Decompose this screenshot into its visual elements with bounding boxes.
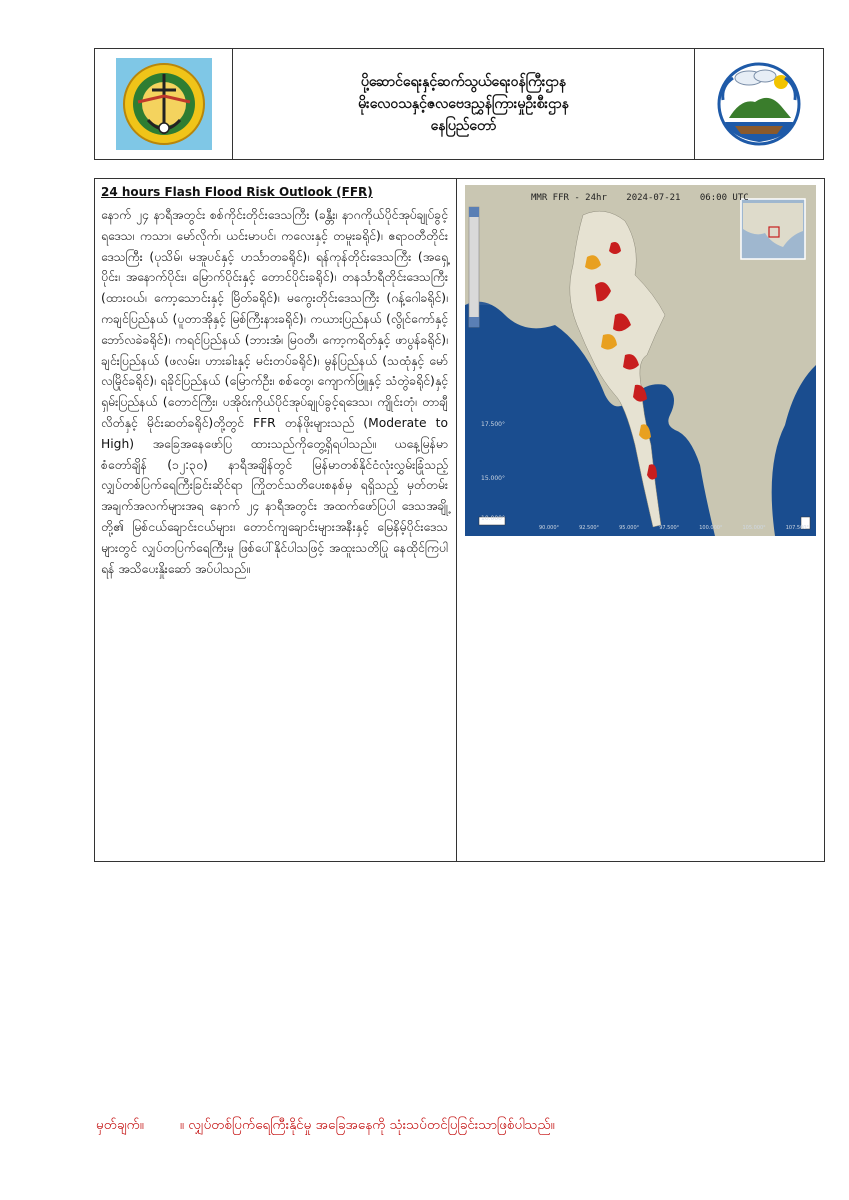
map-lon-label: 100.000°: [699, 525, 723, 531]
city-name: နေပြည်တော်: [430, 118, 497, 134]
footer-label: မှတ်ချက်။: [96, 1117, 144, 1133]
department-name: မိုးလေဝသနှင့်ဇလဗေဒညွှန်ကြားမှုဦးစီးဌာန: [358, 96, 569, 112]
map-time: 06:00 UTC: [699, 193, 749, 203]
map-lon-label: 95.000°: [619, 525, 640, 531]
map-lat-label: 15.000°: [481, 475, 505, 482]
water-cycle-emblem-icon: [711, 56, 807, 152]
footer-text: ။ လျှပ်တစ်ပြက်ရေကြီးနိုင်မှု အခြေအနေကို သုံးသပ်တင်ပြခြင်းသာဖြစ်ပါသည်။: [179, 1117, 555, 1133]
header-title: [233, 49, 695, 159]
outlook-table: [94, 178, 825, 862]
outlook-text-cell: [95, 179, 457, 861]
header-table: [94, 48, 824, 160]
map-cell: [457, 179, 824, 861]
map-lon-label: 97.500°: [659, 525, 680, 531]
outlook-heading: 24 hours Flash Flood Risk Outlook (FFR): [101, 185, 373, 199]
map-date: 2024-07-21: [626, 193, 681, 203]
ministry-name: ပို့ဆောင်ရေးနှင့်ဆက်သွယ်ရေးဝန်ကြီးဌာန: [360, 74, 567, 90]
map-header: [531, 193, 763, 203]
hydrology-logo: [695, 49, 823, 159]
map-lon-label: 92.500°: [579, 525, 600, 531]
ministry-logo: [95, 49, 233, 159]
map-product-label: MMR FFR - 24hr: [531, 193, 607, 203]
map-lat-label: 10.000°: [481, 515, 505, 522]
footer-note: [96, 1116, 796, 1136]
outlook-body: နောက် ၂၄ နာရီအတွင်း စစ်ကိုင်းတိုင်းဒေသကြီး (ခန္တီး၊ နာဂကိုယ်ပိုင်အုပ်ချုပ်ခွင့်ရဒေသ၊ ကသာ၊ မော်လိုက်၊ ယင်းမာပင်၊ ကလေးနှင့် တမူးခရိုင်)၊ ဧရာဝတီတိုင်းဒေသကြီး (ပုသိမ်၊ မအူပင်နှင့် ဟင်္သာတခရိုင်)၊ ရန်ကုန်တိုင်းဒေသကြီး (အရှေ့ပိုင်း၊ အနောက်ပိုင်း၊ မြောက်ပိုင်းနှင့် တောင်ပိုင်းခရိုင်)၊ တနင်္သာရီတိုင်းဒေသကြီး (ထားဝယ်၊ ကော့သောင်းနှင့် မြိတ်ခရိုင်)၊ မကွေးတိုင်းဒေသကြီး (ဂန့်ဂေါခရိုင်)၊ ကချင်ပြည်နယ် (ပူတာအိုနှင့် မြစ်ကြီးနားခရိုင်)၊ ကယားပြည်နယ် (လွိုင်ကော်နှင့် ဘော်လခဲခရိုင်)၊ ကရင်ပြည်နယ် (ဘားအံ၊ မြဝတီ၊ ကော့ကရိတ်နှင့် ဖာပွန်ခရိုင်)၊ ချင်းပြည်နယ် (ဖလမ်း၊ ဟားခါးနှင့် မင်းတပ်ခရိုင်)၊ မွန်ပြည်နယ် (သထုံနှင့် မော်လမြိုင်ခရိုင်)၊ ရခိုင်ပြည်နယ် (မြောက်ဦး၊ စစ်တွေ၊ ကျောက်ဖြူနှင့် သံတွဲခရိုင်)နှင့် ရှမ်းပြည်နယ် (တောင်ကြီး၊ ပအိုဝ်းကိုယ်ပိုင်အုပ်ချုပ်ခွင့်ရဒေသ၊ ကျိုင်းတုံ၊ တာချီလိတ်နှင့် မိုင်းဆတ်ခရိုင်)တို့တွင် FFR တန်ဖိုးများသည် (Moderate to High) အခြေအနေဖော်ပြ ထားသည်ကိုတွေ့ရှိရပါသည်။ ယနေ့မြန်မာစံတော်ချိန် (၁၂:၃၀) နာရီအချိန်တွင် မြန်မာတစ်နိုင်ငံလုံးလွှမ်းခြုံသည့် လျှပ်တစ်ပြက်ရေကြီးခြင်းဆိုင်ရာ ကြိုတင်သတိပေးစနစ်မှ ရရှိသည့် မှတ်တမ်းအချက်အလက်များအရ နောက် ၂၄ နာရီအတွင်း အထက်ဖော်ပြပါ ဒေသအချို့တို့၏ မြစ်ငယ်ချောင်းငယ်များ၊ တောင်ကျချောင်းများအနီးနှင့် မြေနိမ့်ပိုင်းဒေသများတွင် လျှပ်တပြက်ရေကြီးမှု ဖြစ်ပေါ်နိုင်ပါသဖြင့် အထူးသတိပြု နေထိုင်ကြပါရန် အသိပေးနှိုးဆော် အပ်ပါသည်။: [101, 208, 448, 576]
map-lon-label: 90.000°: [539, 525, 559, 531]
map-lat-label: 17.500°: [481, 421, 505, 428]
ffr-map: [465, 185, 816, 536]
map-graphic: [465, 185, 816, 536]
map-lon-labels: [539, 525, 809, 531]
map-lon-label: 105.000°: [742, 525, 766, 531]
ministry-emblem-icon: [114, 56, 214, 152]
map-lon-label: 107.500°: [785, 525, 809, 531]
